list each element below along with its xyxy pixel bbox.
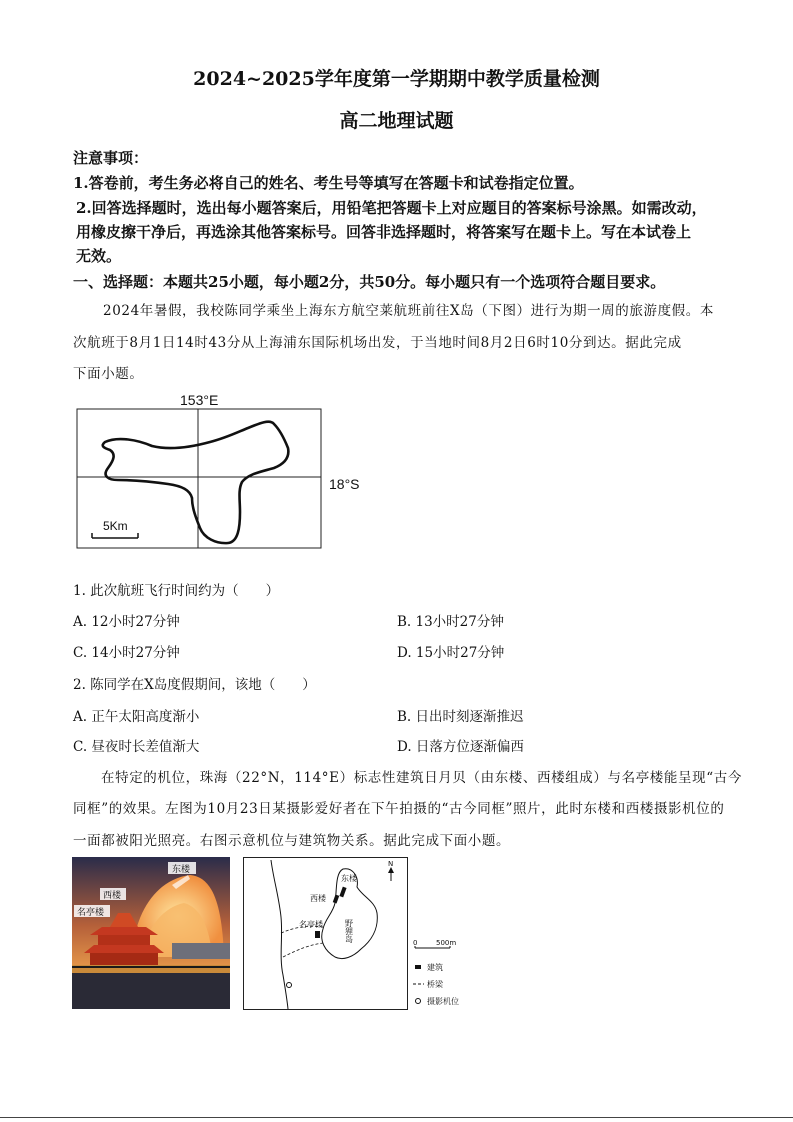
passage2-line1: 在特定的机位，珠海（22°N，114°E）标志性建筑日月贝（由东楼、西楼组成）与名亭楼能呈现“古今 — [101, 770, 742, 786]
legend-building-label: 建筑 — [427, 963, 443, 972]
latitude-label: 18°S — [329, 476, 360, 492]
page-subtitle: 高二地理试题 — [339, 110, 454, 132]
q1-stem: 1. 此次航班飞行时间约为（ ） — [73, 583, 280, 599]
map-east-label: 东楼 — [341, 874, 357, 883]
legend-scale-dist: 500m — [436, 939, 457, 947]
q2-option-d: D. 日落方位逐渐偏西 — [397, 739, 524, 755]
page-title: 2024~2025学年度第一学期期中教学质量检测 — [193, 68, 600, 90]
q2-option-c: C. 昼夜时长差值渐大 — [73, 739, 200, 755]
notes-heading: 注意事项： — [73, 149, 149, 167]
q2-option-a: A. 正午太阳高度渐小 — [73, 709, 200, 725]
pavilion-label: 名亭楼 — [77, 908, 105, 918]
notes-item-2-line2: 用橡皮擦干净后，再选涂其他答案标号。回答非选择题时，将答案写在题卡上。写在本试卷上 — [76, 223, 692, 241]
passage1-line3: 下面小题。 — [73, 366, 144, 382]
longitude-label: 153°E — [180, 392, 219, 408]
north-label: N — [388, 860, 394, 868]
legend-camera-icon — [416, 999, 421, 1004]
camera-position-marker — [287, 983, 292, 988]
passage2-line2: 同框”的效果。左图为10月23日某摄影爱好者在下午拍摄的“古今同框”照片，此时东楼和西楼摄影机位的 — [73, 801, 725, 817]
landmark-photo — [72, 857, 230, 1009]
legend-building-icon — [415, 965, 421, 969]
map-pavilion-label: 名亭楼 — [299, 920, 323, 929]
passage2-line3: 一面都被阳光照亮。右图示意机位与建筑物关系。据此完成下面小题。 — [73, 833, 511, 849]
notes-item-2-line3: 无效。 — [76, 247, 122, 265]
section-heading: 一、选择题：本题共25小题，每小题2分，共50分。每小题只有一个选项符合题目要求。 — [73, 273, 666, 291]
map-legend — [410, 937, 490, 1009]
q2-option-b: B. 日出时刻逐渐推迟 — [397, 709, 524, 725]
notes-item-2-line1: 2.回答选择题时，选出每小题答案后，用铅笔把答题卡上对应题目的答案标号涂黑。如需改动， — [76, 199, 707, 217]
q1-option-c: C. 14小时27分钟 — [73, 645, 180, 661]
island-map — [70, 388, 370, 553]
pavilion-marker — [315, 931, 320, 938]
q1-option-d: D. 15小时27分钟 — [397, 645, 505, 661]
q2-stem: 2. 陈同学在X岛度假期间，该地（ ） — [73, 677, 316, 693]
legend-camera-label: 摄影机位 — [427, 997, 459, 1006]
q1-option-b: B. 13小时27分钟 — [397, 614, 504, 630]
notes-item-1: 1.答卷前，考生务必将自己的姓名、考生号等填写在答题卡和试卷指定位置。 — [73, 174, 584, 192]
map-island-label: 野狸岛 — [344, 919, 354, 943]
east-label: 东楼 — [172, 865, 191, 875]
page-bottom-rule — [0, 1117, 793, 1118]
west-building-base — [172, 943, 230, 959]
west-label: 西楼 — [103, 891, 122, 901]
legend-scale-zero: 0 — [413, 939, 418, 947]
map-west-label: 西楼 — [310, 894, 326, 903]
island-outline — [103, 422, 289, 543]
position-map — [243, 857, 408, 1010]
passage1-line2: 次航班于8月1日14时43分从上海浦东国际机场出发，于当地时间8月2日6时10分到达。据此完成 — [73, 335, 682, 351]
q1-option-a: A. 12小时27分钟 — [73, 614, 180, 630]
passage1-line1: 2024年暑假，我校陈同学乘坐上海东方航空莱航班前往X岛（下图）进行为期一周的旅游度假。本 — [103, 303, 714, 319]
scale-label: 5Km — [103, 519, 128, 533]
legend-bridge-label: 桥梁 — [427, 980, 443, 989]
